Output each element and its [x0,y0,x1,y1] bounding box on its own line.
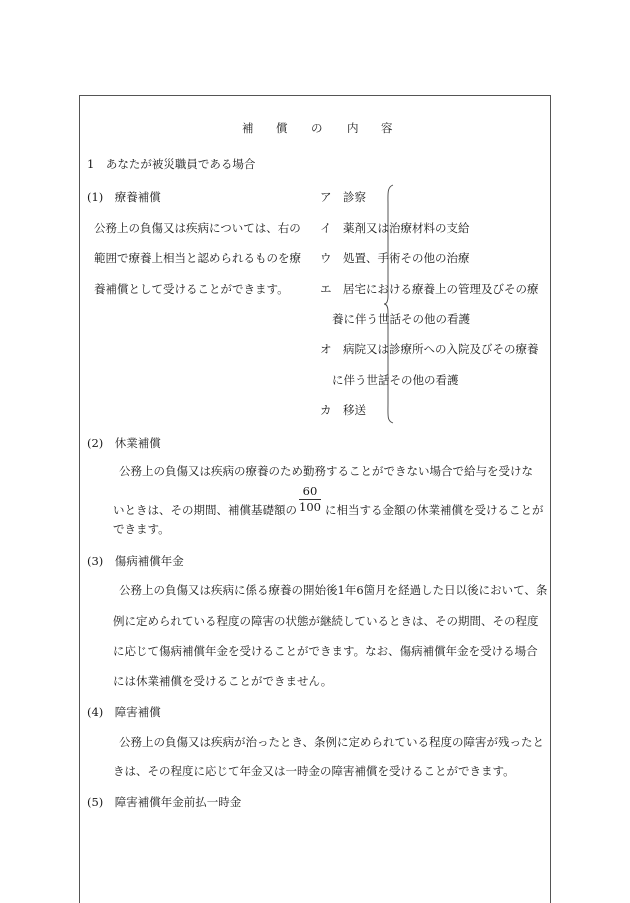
document-frame [79,95,551,903]
list-item-continuation: に伴う世話その他の看護 [332,373,459,387]
body-line: には休業補償を受けることができません。 [113,674,333,688]
item-heading: (3) 傷病補償年金 [87,554,184,568]
body-line: に相当する金額の休業補償を受けることが [325,503,544,517]
list-item-continuation: 養に伴う世話その他の看護 [332,312,470,326]
list-item: エ 居宅における療養上の管理及びその療 [320,282,539,296]
title-char: の [311,121,323,135]
fraction-numerator: 60 [302,484,318,498]
title-char: 償 [276,121,288,135]
page-title [80,123,552,137]
item-heading: (1) 療養補償 [87,190,161,204]
body-line: いときは、その期間、補償基礎額の [113,503,297,517]
list-item: ア 診察 [320,190,366,204]
body-line: 公務上の負傷又は疾病については、右の [94,221,301,235]
item-heading: (4) 障害補償 [87,705,161,719]
body-line: 公務上の負傷又は疾病が治ったとき、条例に定められている程度の障害が残ったと [119,735,545,749]
list-item: オ 病院又は診療所への入院及びその療養 [320,342,539,356]
item-heading: (5) 障害補償年金前払一時金 [87,795,242,809]
brace-bracket [384,184,394,424]
body-line: できます。 [113,522,170,536]
body-line: 公務上の負傷又は疾病の療養のため勤務することができない場合で給与を受けな [119,464,533,478]
body-line: に応じて傷病補償年金を受けることができます。なお、傷病補償年金を受ける場合 [113,644,538,658]
list-item: イ 薬剤又は治療材料の支給 [320,221,470,235]
list-item: ウ 処置、手術その他の治療 [320,251,470,265]
title-char: 補 [242,121,254,135]
body-line: 例に定められている程度の障害の状態が継続しているときは、その期間、その程度 [113,614,539,628]
body-line: きは、その程度に応じて年金又は一時金の障害補償を受けることができます。 [113,764,515,778]
title-char: 内 [347,121,359,135]
body-line: 範囲で療養上相当と認められるものを療 [94,251,301,265]
item-heading: (2) 休業補償 [87,436,161,450]
title-char: 容 [381,121,393,135]
fraction-denominator: 100 [299,500,321,514]
body-line: 養補償として受けることができます。 [94,282,289,296]
section-heading: 1 あなたが被災職員である場合 [87,157,256,171]
body-line: 公務上の負傷又は疾病に係る療養の開始後1年6箇月を経過した日以後において、条 [119,583,548,597]
list-item: カ 移送 [320,403,366,417]
